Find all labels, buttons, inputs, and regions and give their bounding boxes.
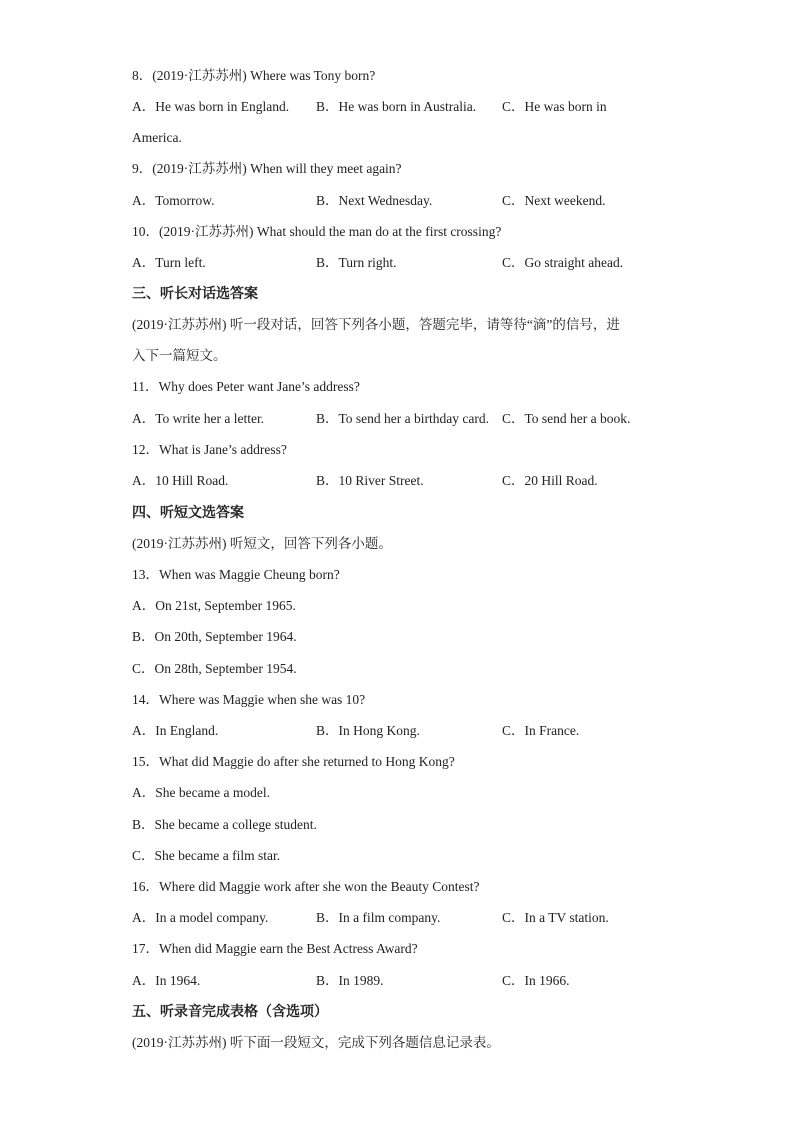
section-5-intro: (2019·江苏苏州) 听下面一段短文，完成下列各题信息记录表。 xyxy=(132,1035,500,1050)
section-3-heading: 三、听长对话选答案 xyxy=(132,286,258,302)
question-11-options xyxy=(132,410,692,428)
question-12-option-b: B．10 River Street. xyxy=(316,473,424,488)
question-11-option-c: C．To send her a book. xyxy=(502,411,631,426)
question-9-options xyxy=(132,192,692,210)
question-10-stem: 10．(2019·江苏苏州) What should the man do at the first crossing? xyxy=(132,224,502,239)
question-10-options xyxy=(132,254,692,272)
question-12-option-a: A．10 Hill Road. xyxy=(132,473,229,488)
section-3-intro-line-1: (2019·江苏苏州) 听一段对话，回答下列各小题，答题完毕，请等待“滴”的信号，进 xyxy=(132,317,620,332)
question-16-options xyxy=(132,909,692,927)
question-11-stem: 11．Why does Peter want Jane’s address? xyxy=(132,379,360,394)
question-17-option-a: A．In 1964. xyxy=(132,973,201,988)
question-14-option-a: A．In England. xyxy=(132,723,219,738)
question-14-stem: 14．Where was Maggie when she was 10? xyxy=(132,692,366,707)
section-5-heading: 五、听录音完成表格（含选项） xyxy=(132,1004,328,1020)
question-11-option-b: B．To send her a birthday card. xyxy=(316,411,490,426)
section-3-intro-line-2: 入下一篇短文。 xyxy=(132,348,227,363)
question-9-option-a: A．Tomorrow. xyxy=(132,193,215,208)
question-17-stem: 17．When did Maggie earn the Best Actress Award? xyxy=(132,941,418,956)
question-12-stem: 12．What is Jane’s address? xyxy=(132,442,287,457)
question-13-option-c: C．On 28th, September 1954. xyxy=(132,661,297,676)
question-16-option-b: B．In a film company. xyxy=(316,910,441,925)
question-8-option-c-continued: America. xyxy=(132,130,182,145)
question-9-option-b: B．Next Wednesday. xyxy=(316,193,433,208)
question-9-stem: 9．(2019·江苏苏州) When will they meet again? xyxy=(132,161,402,176)
question-14-option-c: C．In France. xyxy=(502,723,580,738)
question-8-option-c: C．He was born in xyxy=(502,99,607,114)
question-8-option-b: B．He was born in Australia. xyxy=(316,99,477,114)
question-17-options xyxy=(132,972,692,990)
question-11-option-a: A．To write her a letter. xyxy=(132,411,265,426)
question-13-option-b: B．On 20th, September 1964. xyxy=(132,629,297,644)
question-14-options xyxy=(132,722,692,740)
question-17-option-c: C．In 1966. xyxy=(502,973,570,988)
question-8-option-a: A．He was born in England. xyxy=(132,99,290,114)
question-8-options xyxy=(132,98,692,116)
question-15-option-a: A．She became a model. xyxy=(132,785,270,800)
section-4-heading: 四、听短文选答案 xyxy=(132,505,244,521)
question-10-option-a: A．Turn left. xyxy=(132,255,206,270)
question-16-option-a: A．In a model company. xyxy=(132,910,269,925)
question-10-option-b: B．Turn right. xyxy=(316,255,397,270)
question-13-option-a: A．On 21st, September 1965. xyxy=(132,598,296,613)
question-14-option-b: B．In Hong Kong. xyxy=(316,723,420,738)
question-15-option-b: B．She became a college student. xyxy=(132,817,317,832)
question-12-options xyxy=(132,472,692,490)
question-10-option-c: C．Go straight ahead. xyxy=(502,255,624,270)
question-16-option-c: C．In a TV station. xyxy=(502,910,609,925)
question-17-option-b: B．In 1989. xyxy=(316,973,384,988)
question-8-stem: 8．(2019·江苏苏州) Where was Tony born? xyxy=(132,68,376,83)
question-15-stem: 15．What did Maggie do after she returned to Hong Kong? xyxy=(132,754,455,769)
section-4-intro: (2019·江苏苏州) 听短文，回答下列各小题。 xyxy=(132,536,392,551)
question-12-option-c: C．20 Hill Road. xyxy=(502,473,598,488)
question-9-option-c: C．Next weekend. xyxy=(502,193,606,208)
question-13-stem: 13．When was Maggie Cheung born? xyxy=(132,567,340,582)
question-15-option-c: C．She became a film star. xyxy=(132,848,281,863)
question-16-stem: 16．Where did Maggie work after she won the Beauty Contest? xyxy=(132,879,480,894)
